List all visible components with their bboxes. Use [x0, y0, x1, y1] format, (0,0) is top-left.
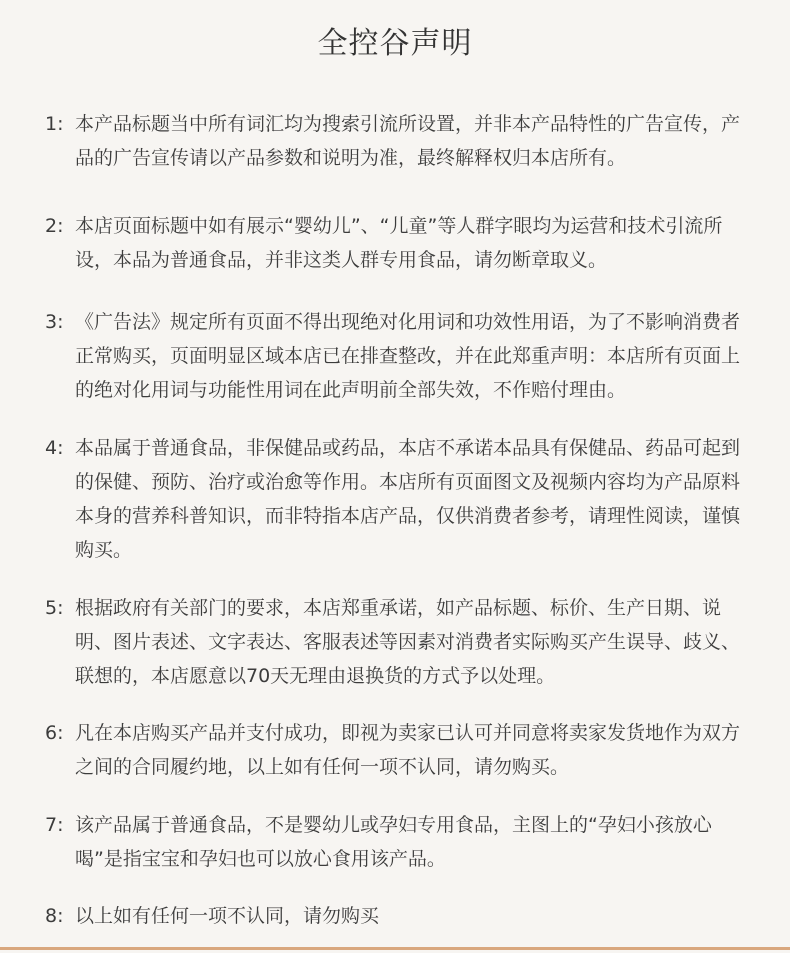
item-number: 3: — [45, 311, 64, 333]
item-number: 2: — [45, 215, 64, 237]
declaration-item-7 — [45, 808, 750, 876]
item-text: 该产品属于普通食品，不是婴幼儿或孕妇专用食品，主图上的“孕妇小孩放心喝”是指宝宝和孕妇也可以放心食用该产品。 — [75, 814, 712, 870]
declaration-item-1 — [45, 107, 750, 175]
declaration-item-5 — [45, 591, 750, 693]
declaration-item-8 — [45, 899, 750, 933]
declaration-item-4 — [45, 431, 750, 567]
item-text: 以上如有任何一项不认同，请勿购买 — [75, 905, 380, 927]
declaration-item-2 — [45, 209, 750, 277]
item-text: 本产品标题当中所有词汇均为搜索引流所设置，并非本产品特性的广告宣传，产品的广告宣传请以产品参数和说明为准，最终解释权归本店所有。 — [75, 113, 741, 169]
item-number: 1: — [45, 113, 64, 135]
item-number: 7: — [45, 814, 64, 836]
item-number: 8: — [45, 905, 64, 927]
item-text: 本店页面标题中如有展示“婴幼儿”、“儿童”等人群字眼均为运营和技术引流所设，本品为普通食品，并非这类人群专用食品，请勿断章取义。 — [75, 215, 723, 271]
item-text: 本品属于普通食品，非保健品或药品，本店不承诺本品具有保健品、药品可起到的保健、预防、治疗或治愈等作用。本店所有页面图文及视频内容均为产品原料本身的营养科普知识，而非特指本店产品，仅供消费者参考，请理性阅读，谨慎购买。 — [75, 437, 741, 561]
page-title: 全控谷声明 — [317, 26, 473, 61]
declaration-item-6 — [45, 716, 750, 784]
bottom-divider — [0, 947, 790, 950]
item-number: 6: — [45, 722, 64, 744]
item-text: 根据政府有关部门的要求，本店郑重承诺，如产品标题、标价、生产日期、说明、图片表述、文字表达、客服表述等因素对消费者实际购买产生误导、歧义、联想的，本店愿意以70天无理由退换货的方式予以处理。 — [75, 597, 741, 687]
item-text: 《广告法》规定所有页面不得出现绝对化用词和功效性用语，为了不影响消费者正常购买，页面明显区域本店已在排查整改，并在此郑重声明：本店所有页面上的绝对化用词与功能性用词在此声明前全部失效，不作赔付理由。 — [75, 311, 741, 401]
item-number: 4: — [45, 437, 64, 459]
declaration-item-3 — [45, 305, 750, 407]
item-number: 5: — [45, 597, 64, 619]
item-text: 凡在本店购买产品并支付成功，即视为卖家已认可并同意将卖家发货地作为双方之间的合同履约地，以上如有任何一项不认同，请勿购买。 — [75, 722, 741, 778]
